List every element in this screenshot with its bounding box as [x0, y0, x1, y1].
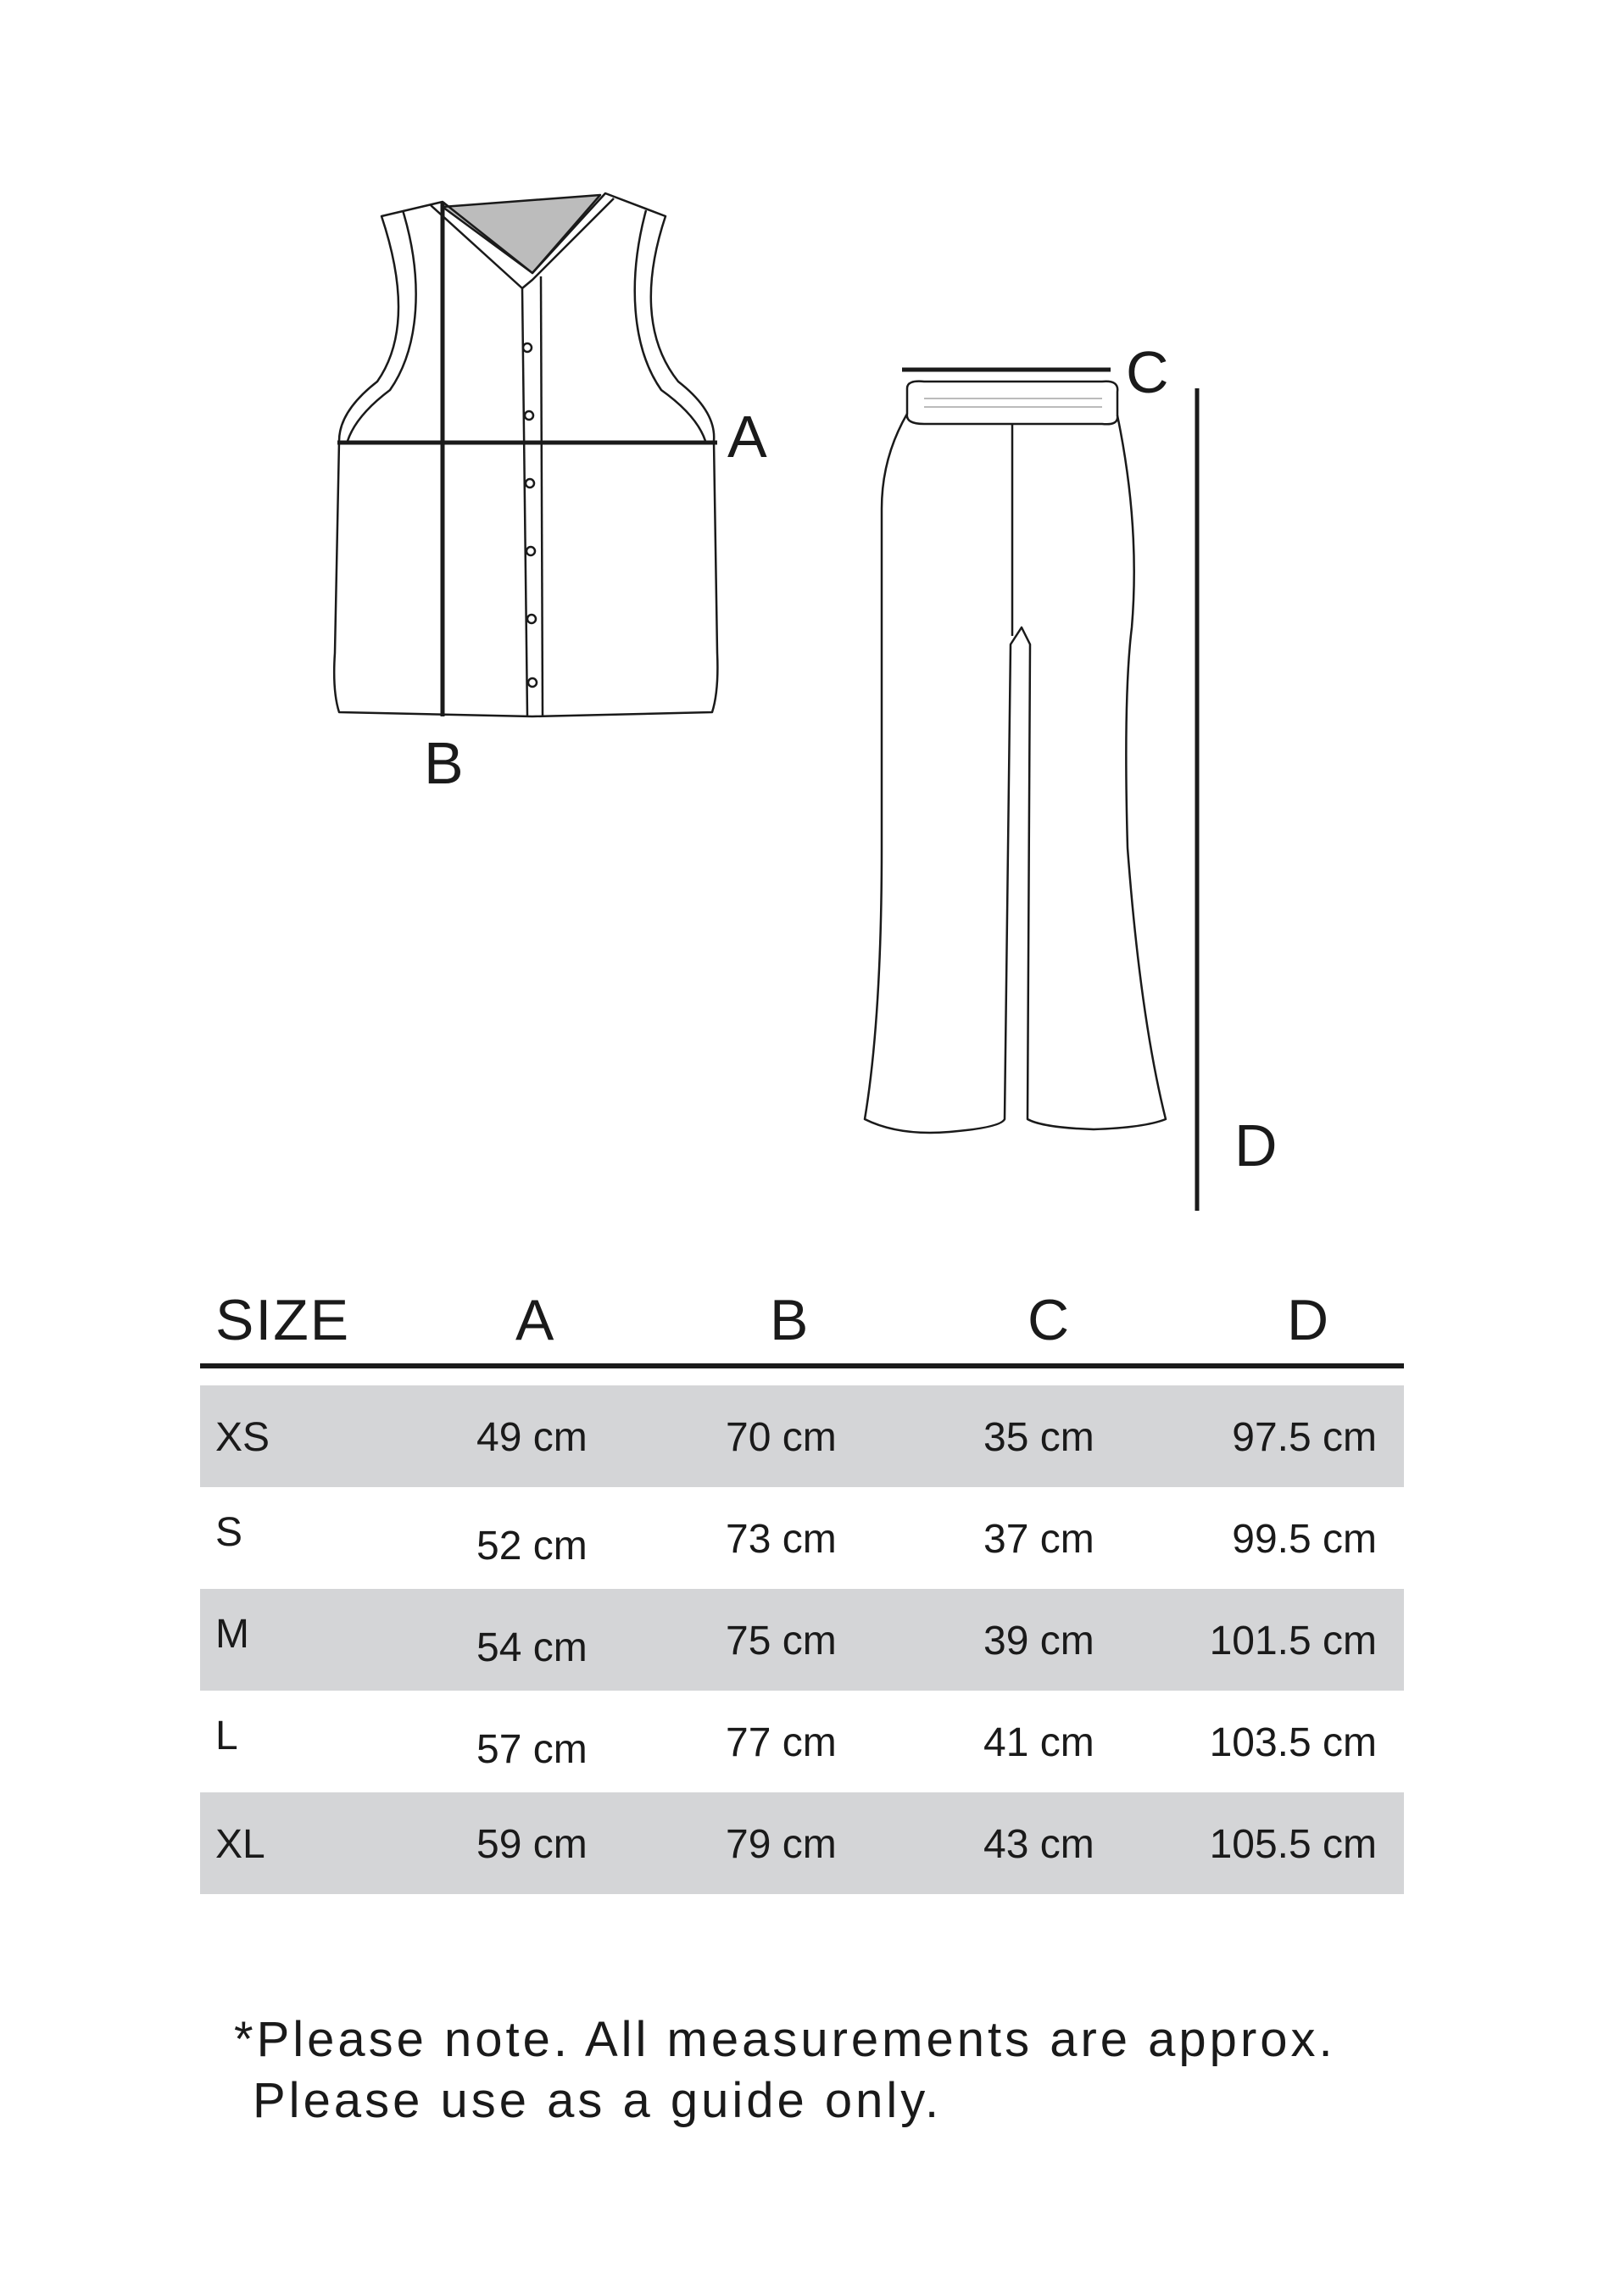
- cell-b: 75 cm: [726, 1619, 837, 1663]
- vest-button: [525, 411, 533, 420]
- label-c: C: [1126, 339, 1169, 405]
- table-row: [200, 1385, 1404, 1487]
- cell-b: 70 cm: [726, 1415, 837, 1460]
- cell-b: 73 cm: [726, 1517, 837, 1562]
- cell-a: 49 cm: [476, 1415, 588, 1460]
- header-d: D: [1287, 1288, 1331, 1352]
- cell-c: 39 cm: [983, 1619, 1094, 1663]
- vest-neck-facing: [443, 195, 600, 273]
- table-header: [200, 1272, 1404, 1365]
- header-a: A: [515, 1288, 556, 1352]
- header-b: B: [770, 1288, 810, 1352]
- vest-button: [528, 678, 537, 687]
- cell-size: M: [215, 1612, 249, 1657]
- size-table: [200, 1272, 1404, 1894]
- header-c: C: [1028, 1288, 1072, 1352]
- cell-size: L: [215, 1714, 238, 1758]
- vest-button: [526, 547, 535, 555]
- measurement-note: [234, 2009, 1336, 2132]
- cell-a: 57 cm: [476, 1727, 588, 1772]
- header-size: SIZE: [215, 1288, 351, 1352]
- cell-c: 35 cm: [983, 1415, 1094, 1460]
- vest-button: [523, 343, 532, 352]
- cell-size: XS: [215, 1415, 270, 1460]
- cell-a: 52 cm: [476, 1524, 588, 1569]
- vest-button: [527, 615, 536, 623]
- cell-size: XL: [215, 1822, 265, 1867]
- cell-c: 43 cm: [983, 1822, 1094, 1867]
- vest-button: [526, 479, 534, 488]
- cell-d: 101.5 cm: [1209, 1619, 1377, 1663]
- table-row: [200, 1691, 1404, 1792]
- pants-illustration: [865, 382, 1166, 1133]
- label-a: A: [727, 404, 767, 470]
- cell-d: 97.5 cm: [1232, 1415, 1377, 1460]
- cell-b: 79 cm: [726, 1822, 837, 1867]
- cell-d: 103.5 cm: [1209, 1720, 1377, 1765]
- cell-size: S: [215, 1510, 243, 1555]
- note-line-1: *Please note. All measurements are approx.: [234, 2012, 1336, 2067]
- note-line-2: Please use as a guide only.: [253, 2073, 943, 2128]
- cell-d: 99.5 cm: [1232, 1517, 1377, 1562]
- pants-outline: [865, 414, 1166, 1133]
- vest-illustration: [334, 193, 717, 716]
- cell-a: 54 cm: [476, 1625, 588, 1670]
- table-row: [200, 1589, 1404, 1691]
- header-rule: [200, 1363, 1404, 1368]
- cell-b: 77 cm: [726, 1720, 837, 1765]
- cell-c: 41 cm: [983, 1720, 1094, 1765]
- table-row: [200, 1487, 1404, 1589]
- label-d: D: [1234, 1112, 1278, 1179]
- cell-d: 105.5 cm: [1209, 1822, 1377, 1867]
- cell-a: 59 cm: [476, 1822, 588, 1867]
- cell-c: 37 cm: [983, 1517, 1094, 1562]
- vest-left-armhole: [348, 210, 416, 441]
- table-row: [200, 1792, 1404, 1894]
- vest-right-armhole: [635, 210, 705, 441]
- pants-waistband: [907, 382, 1117, 425]
- label-b: B: [424, 730, 464, 796]
- vest-placket-right: [541, 276, 543, 716]
